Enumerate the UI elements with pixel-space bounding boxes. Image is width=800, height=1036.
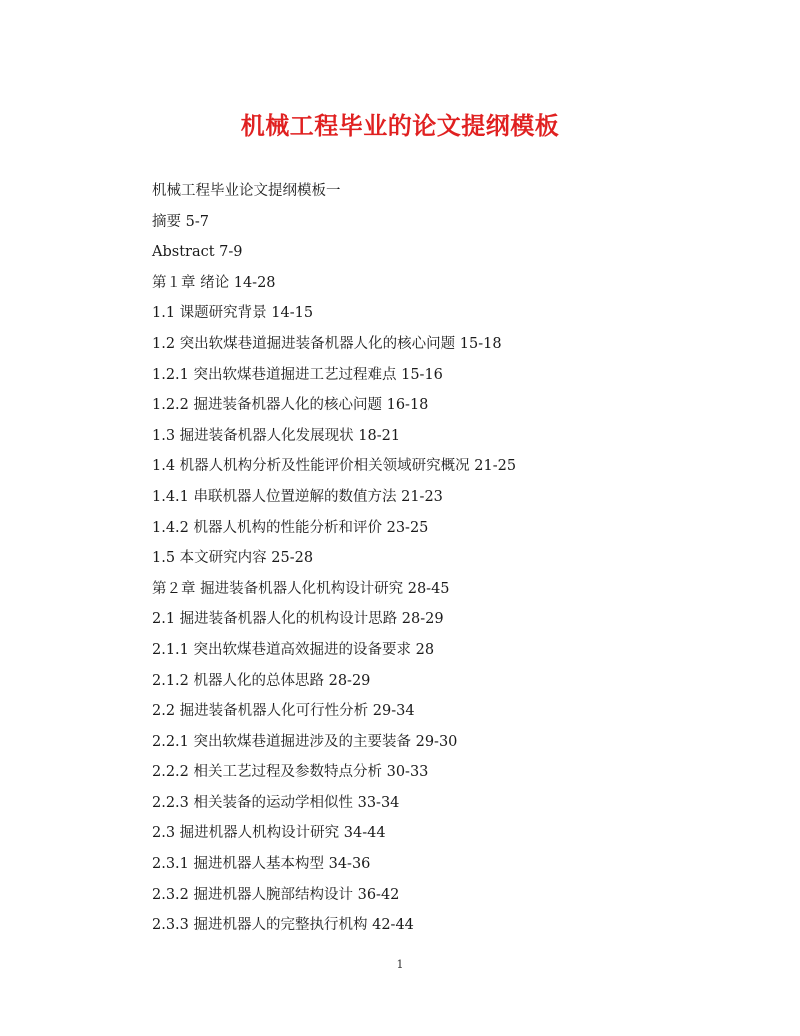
toc-line: 第１章 绪论 14-28 [152,274,276,291]
toc-line: 2.2 掘进装备机器人化可行性分析 29-34 [152,703,415,720]
toc-line: 1.2 突出软煤巷道掘进装备机器人化的核心问题 15-18 [152,335,502,352]
toc-line: 1.5 本文研究内容 25-28 [152,550,314,567]
toc-line: 1.4.2 机器人机构的性能分析和评价 23-25 [152,519,429,536]
document-title: 机械工程毕业的论文提纲模板 [240,111,560,140]
toc-line: 摘要 5-7 [152,213,209,230]
toc-line: 2.3.3 掘进机器人的完整执行机构 42-44 [152,917,414,934]
toc-line: 机械工程毕业论文提纲模板一 [152,183,341,199]
toc-line: 2.2.3 相关装备的运动学相似性 33-34 [152,794,400,811]
page-number: 1 [396,958,404,971]
toc-line: 2.3 掘进机器人机构设计研究 34-44 [152,825,386,842]
toc-line: 2.2.1 突出软煤巷道掘进涉及的主要装备 29-30 [152,733,458,750]
toc-line: 第２章 掘进装备机器人化机构设计研究 28-45 [152,580,450,597]
toc-line: 1.2.1 突出软煤巷道掘进工艺过程难点 15-16 [152,366,443,383]
toc-line: 2.1.1 突出软煤巷道高效掘进的设备要求 28 [152,641,435,658]
toc-line: 2.3.1 掘进机器人基本构型 34-36 [152,856,371,873]
toc-line: 2.1 掘进装备机器人化的机构设计思路 28-29 [152,611,444,628]
toc-line: 2.1.2 机器人化的总体思路 28-29 [152,672,371,689]
toc-line: 1.4 机器人机构分析及性能评价相关领域研究概况 21-25 [152,458,517,475]
toc-line: 1.3 掘进装备机器人化发展现状 18-21 [152,427,401,444]
table-of-contents [152,176,752,941]
toc-line: 1.1 课题研究背景 14-15 [152,305,314,322]
toc-line: 1.2.2 掘进装备机器人化的核心问题 16-18 [152,397,429,414]
toc-line: 2.2.2 相关工艺过程及参数特点分析 30-33 [152,764,429,781]
toc-line: 2.3.2 掘进机器人腕部结构设计 36-42 [152,886,400,903]
toc-line: 1.4.1 串联机器人位置逆解的数值方法 21-23 [152,488,443,505]
toc-line: Abstract 7-9 [152,244,243,261]
